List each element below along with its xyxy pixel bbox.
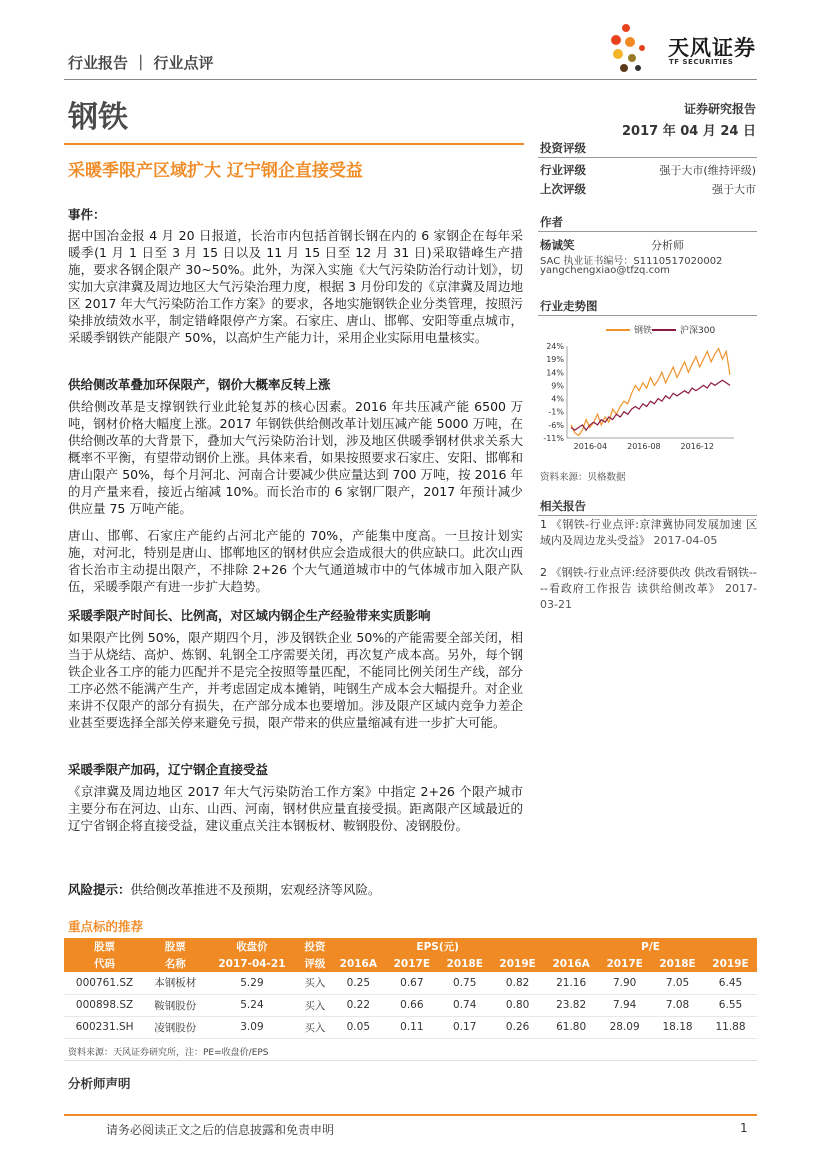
table-cell: 鞍钢股份 xyxy=(145,994,205,1016)
table-header-row: 股票 股票 收盘价 投资 EPS(元) P/E xyxy=(64,938,757,955)
table-cell: 0.22 xyxy=(331,994,385,1016)
logo-subtitle: TF SECURITIES xyxy=(669,58,734,66)
table-cell: 0.05 xyxy=(331,1016,385,1038)
table-header-cell: 代码 xyxy=(64,955,145,972)
risk-text: 供给侧改革推进不及预期，宏观经济等风险。 xyxy=(130,882,381,897)
report-date: 2017 年 04 月 24 日 xyxy=(622,124,756,139)
table-header-cell: 2019E xyxy=(704,955,757,972)
table-header-cell: 2017-04-21 xyxy=(205,955,298,972)
logo-name: 天风证券 xyxy=(668,36,756,60)
industry-name: 钢铁 xyxy=(68,100,128,135)
trend-title: 行业走势图 xyxy=(540,299,598,313)
table-cell: 0.67 xyxy=(385,972,438,994)
y-tick-label: 9% xyxy=(551,381,564,391)
last-rating-label: 上次评级 xyxy=(540,182,586,196)
y-tick-label: 4% xyxy=(551,394,564,404)
table-header-cell: 名称 xyxy=(145,955,205,972)
table-cell: 23.82 xyxy=(544,994,598,1016)
table-cell: 5.24 xyxy=(205,994,298,1016)
report-type: 证券研究报告 xyxy=(683,102,756,116)
section-paragraph: 《京津冀及周边地区 2017 年大气污染防治工作方案》中指定 2+26 个限产城市主要分布在河边、山东、山西、河南，钢材供应量直接受损。距离限产区域最近的辽宁省钢企将直接受益，建议重点关注本钢板材、鞍钢股份、凌钢股份。 xyxy=(68,784,523,833)
legend-label: 沪深300 xyxy=(680,326,716,336)
table-cell: 0.82 xyxy=(491,972,544,994)
section-heading: 采暖季限产加码，辽宁钢企直接受益 xyxy=(68,762,269,777)
header-divider xyxy=(64,79,757,80)
series-line-1 xyxy=(571,380,730,430)
table-row xyxy=(64,972,757,994)
y-tick-label: 19% xyxy=(546,355,564,365)
y-tick-label: -1% xyxy=(548,407,564,417)
table-cell: 0.75 xyxy=(438,972,491,994)
recommendation-table xyxy=(64,938,757,1039)
page-number: 1 xyxy=(740,1121,748,1135)
table-cell: 0.74 xyxy=(438,994,491,1016)
table-cell: 0.17 xyxy=(438,1016,491,1038)
related-title: 相关报告 xyxy=(540,499,586,513)
risk-label: 风险提示： xyxy=(68,882,131,897)
trend-chart xyxy=(538,318,757,458)
breadcrumb: 行业报告 ｜ 行业点评 xyxy=(68,54,214,72)
report-title: 采暖季限产区域扩大 辽宁钢企直接受益 xyxy=(68,161,363,181)
table-cell: 61.80 xyxy=(544,1016,598,1038)
table-header-cell: 2016A xyxy=(331,955,385,972)
footer-disclaimer: 请务必阅读正文之后的信息披露和免责申明 xyxy=(106,1123,335,1137)
industry-rating-label: 行业评级 xyxy=(540,163,586,177)
table-cell: 凌钢股份 xyxy=(145,1016,205,1038)
risk-warning xyxy=(68,880,381,898)
section-paragraph: 唐山、邯郸、石家庄产能约占河北产能的 70%，产能集中度高。一旦按计划实施，对河北，特别是唐山、邯郸地区的钢材供应会造成很大的供应缺口。此次山西省长治市主动提出限产，不排除 2+26 个大气通道城市中的气体城市加入限产队伍，采暖季限产有进一步扩大趋势。 xyxy=(68,528,523,594)
author-certificate: SAC 执业证书编号：S1110517020002 xyxy=(540,256,723,267)
x-tick-label: 2016-04 xyxy=(573,442,608,451)
table-row xyxy=(64,994,757,1016)
divider xyxy=(64,1060,757,1061)
author-role: 分析师 xyxy=(651,239,684,252)
table-cell: 000761.SZ xyxy=(64,972,145,994)
table-title: 重点标的推荐 xyxy=(68,919,144,934)
table-cell: 21.16 xyxy=(544,972,598,994)
rating-title: 投资评级 xyxy=(540,141,586,155)
table-header-cell: 2018E xyxy=(438,955,491,972)
section-paragraph: 如果限产比例 50%，限产期四个月，涉及钢铁企业 50%的产能需要全部关闭，相当于从烧结、高炉、炼钢、轧钢全工序需要关闭，再次复产成本高。另外，每个钢铁企业各工序的能力匹配并不是完全按照等量匹配，不能同比例关闭生产线，部分工序必然不能满产生产，并考虑固定成本摊销，吨钢生产成本会大幅提升。对企业来讲不仅限产的部分有损失，在产部分成本也要增加。涉及限产区域内竞争力差企业甚至要选择全部关停来避免亏损，限产带来的供应量缩减有进一步扩大可能。 xyxy=(68,630,523,730)
table-cell: 买入 xyxy=(299,972,332,994)
table-cell: 0.25 xyxy=(331,972,385,994)
table-cell: 0.80 xyxy=(491,994,544,1016)
legend-label: 钢铁 xyxy=(634,326,653,336)
table-header-cell: 评级 xyxy=(299,955,332,972)
related-report-link[interactable]: 2 《钢铁-行业点评:经济要供改 供改看钢铁----看政府工作报告 读供给侧改革》 2017-03-21 xyxy=(540,566,758,611)
industry-rating-value: 强于大市(维持评级) xyxy=(659,164,756,177)
table-cell: 买入 xyxy=(299,1016,332,1038)
logo-mark-icon xyxy=(608,22,668,78)
table-cell: 7.94 xyxy=(598,994,651,1016)
table-cell: 5.29 xyxy=(205,972,298,994)
last-rating-value: 强于大市 xyxy=(712,183,756,196)
y-tick-label: 14% xyxy=(546,368,564,378)
related-report-link[interactable]: 1 《钢铁-行业点评:京津冀协同发展加速 区域内及周边龙头受益》 2017-04-05 xyxy=(540,518,757,547)
chart-source: 资料来源：贝格数据 xyxy=(540,472,626,483)
y-tick-label: 24% xyxy=(546,342,564,351)
y-tick-label: -11% xyxy=(543,434,564,443)
table-cell: 0.26 xyxy=(491,1016,544,1038)
section-paragraph: 供给侧改革是支撑钢铁行业此轮复苏的核心因素。2016 年共压减产能 6500 万吨，钢材价格大幅度上涨。2017 年钢铁供给侧改革计划压减产能 5000 万吨，在供给侧改革的大背景下，叠加大气污染防治计划，涉及地区供暖季钢材供求关系大概率不平衡，有望带动钢价上涨。具体来看，如果按照要求石家庄、安阳、邯郸和唐山限产 50%，每个月河北、河南合计要减少供应量达到 700 万吨，按 2016 年的月产量来看，接近占缩减 10%。而长治市的 6 家钢厂限产，2017 年预计减少供应量 75 万吨产能。 xyxy=(68,399,523,516)
table-cell: 000898.SZ xyxy=(64,994,145,1016)
analyst-statement: 分析师声明 xyxy=(68,1076,131,1091)
table-cell: 28.09 xyxy=(598,1016,651,1038)
table-cell: 3.09 xyxy=(205,1016,298,1038)
author-title: 作者 xyxy=(540,215,563,229)
table-cell: 11.88 xyxy=(704,1016,757,1038)
table-header-cell: 2018E xyxy=(651,955,704,972)
table-cell: 0.66 xyxy=(385,994,438,1016)
table-cell: 买入 xyxy=(299,994,332,1016)
table-header-cell: 2016A xyxy=(544,955,598,972)
section-heading: 供给侧改革叠加环保限产，钢价大概率反转上涨 xyxy=(68,377,331,392)
table-header-cell: 2019E xyxy=(491,955,544,972)
table-header-row xyxy=(64,955,757,972)
table-cell: 本钢板材 xyxy=(145,972,205,994)
x-tick-label: 2016-12 xyxy=(680,442,714,451)
table-cell: 7.08 xyxy=(651,994,704,1016)
table-cell: 7.90 xyxy=(598,972,651,994)
y-tick-label: -6% xyxy=(548,420,564,430)
author-email[interactable]: yangchengxiao@tfzq.com xyxy=(540,265,670,276)
footer-divider xyxy=(64,1114,757,1116)
divider xyxy=(538,315,757,316)
section-paragraph: 据中国冶金报 4 月 20 日报道，长治市内包括首钢长钢在内的 6 家钢企在每年采暖季(1 月 1 日至 3 月 15 日以及 11 月 15 日至 12 月 31 日)采取错峰生产措施，要求各钢企限产 30~50%。此外，为深入实施《大气污染防治行动计划》，切实加大京津冀及周边地区大气污染治理力度，根据 3 月份印发的《京津冀及周边地区 2017 年大气污染防治工作方案》的要求，各地实施钢铁企业分类管理，按照污染排放绩效水平，制定错峰限停产方案。石家庄、唐山、邯郸、安阳等重点城市，采暖季钢铁产能限产 50%，以高炉生产能力计，采用企业实际用电量核实。 xyxy=(68,228,523,345)
divider xyxy=(538,231,757,232)
table-row xyxy=(64,1016,757,1038)
table-cell: 6.45 xyxy=(704,972,757,994)
divider xyxy=(538,515,757,516)
divider xyxy=(538,157,757,158)
section-heading: 事件： xyxy=(68,207,106,222)
author-name: 杨诚笑 xyxy=(540,238,575,252)
table-cell: 7.05 xyxy=(651,972,704,994)
table-header-cell: 2017E xyxy=(598,955,651,972)
chart-legend xyxy=(606,324,715,336)
table-header-cell: 2017E xyxy=(385,955,438,972)
title-divider xyxy=(64,143,524,145)
x-tick-label: 2016-08 xyxy=(627,442,661,451)
table-cell: 18.18 xyxy=(651,1016,704,1038)
table-cell: 0.11 xyxy=(385,1016,438,1038)
table-cell: 6.55 xyxy=(704,994,757,1016)
table-cell: 600231.SH xyxy=(64,1016,145,1038)
table-source: 资料来源：天风证券研究所，注：PE=收盘价/EPS xyxy=(68,1048,269,1058)
section-heading: 采暖季限产时间长、比例高，对区域内钢企生产经验带来实质影响 xyxy=(68,608,431,623)
